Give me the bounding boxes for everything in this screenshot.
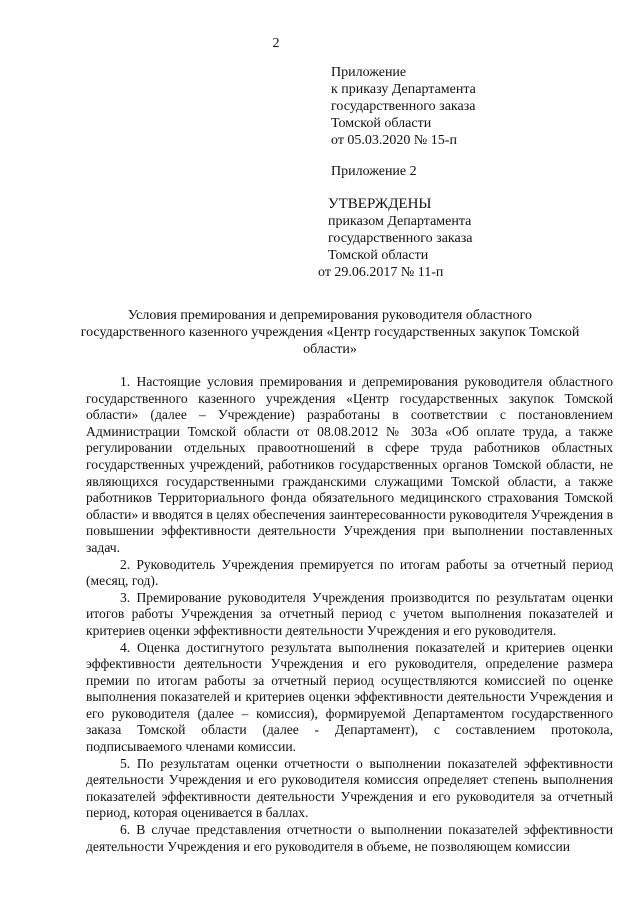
approved-line: государственного заказа (328, 231, 473, 246)
appendix-2-label: Приложение 2 (331, 164, 417, 179)
paragraph-2: 2. Руководитель Учреждения премируется по итогам работы за отчетный период (месяц, год). (86, 556, 613, 589)
appendix-line: Томской области (331, 116, 432, 131)
approved-block (318, 196, 472, 281)
appendix-line: государственного заказа (331, 99, 476, 114)
appendix-line: Приложение (331, 65, 407, 80)
paragraph-6: 6. В случае представления отчетности о выполнении показателей эффективности деятельности Учреждения и его руководителя в объеме, не позволяющем комиссии (86, 822, 613, 854)
approved-line: от 29.06.2017 № 11-п (318, 265, 444, 280)
appendix-line: от 05.03.2020 № 15-п (331, 133, 457, 148)
document-title (60, 307, 600, 358)
page-number: 2 (272, 36, 280, 51)
paragraph-5: 5. По результатам оценки отчетности о выполнении показателей эффективности деятельности Учреждения и его руководителя комиссия определяет степень выполнения показателей эффективности деятельности Учреждения и его руководителя за отчетный период, которая оценивается в баллах. (86, 755, 613, 821)
paragraph-3: 3. Премирование руководителя Учреждения производится по результатам оценки итогов работы Учреждения за отчетный период с учетом выполнения показателей и критериев оценки эффективности деятельности Учреждения и его руководителя. (86, 589, 613, 638)
appendix-line: к приказу Департамента (331, 82, 476, 97)
title-line: Условия премирования и депремирования руководителя областного (127, 308, 533, 323)
approved-heading: УТВЕРЖДЕНЫ (328, 196, 432, 212)
title-line: государственного казенного учреждения «Центр государственных закупок Томской (80, 325, 580, 340)
paragraph-4: 4. Оценка достигнутого результата выполнения показателей и критериев оценки эффективности деятельности Учреждения и его руководителя, определение размера премии по итогам работы за отчетный период осуществляются комиссией по оценке выполнения показателей и критериев оценки эффективности деятельности Учреждения и его руководителя (далее – комиссия), формируемой Департаментом государственного заказа Томской области (далее - Департамент), с составлением протокола, подписываемого членами комиссии. (86, 639, 613, 755)
paragraph-1: 1. Настоящие условия премирования и депремирования руководителя областного государственного казенного учреждения «Центр государственных закупок Томской области» (далее – Учреждение) разработаны в соответствии с постановлением Администрации Томской области от 08.08.2012 № 303а «Об оплате труда, а также регулировании отдельных правоотношений в сфере труда работников областных государственных учреждений, работников государственных органов Томской области, не являющихся государственными гражданскими служащими Томской области, а также работников Территориального фонда обязательного медицинского страхования Томской области» и вводятся в целях обеспечения заинтересованности руководителя Учреждения в повышении эффективности деятельности Учреждения при выполнении поставленных задач. (86, 374, 613, 555)
appendix-block (331, 64, 476, 149)
document-body (86, 374, 613, 855)
approved-line: приказом Департамента (328, 214, 472, 229)
approved-line: Томской области (328, 248, 429, 263)
title-line: области» (303, 342, 357, 357)
